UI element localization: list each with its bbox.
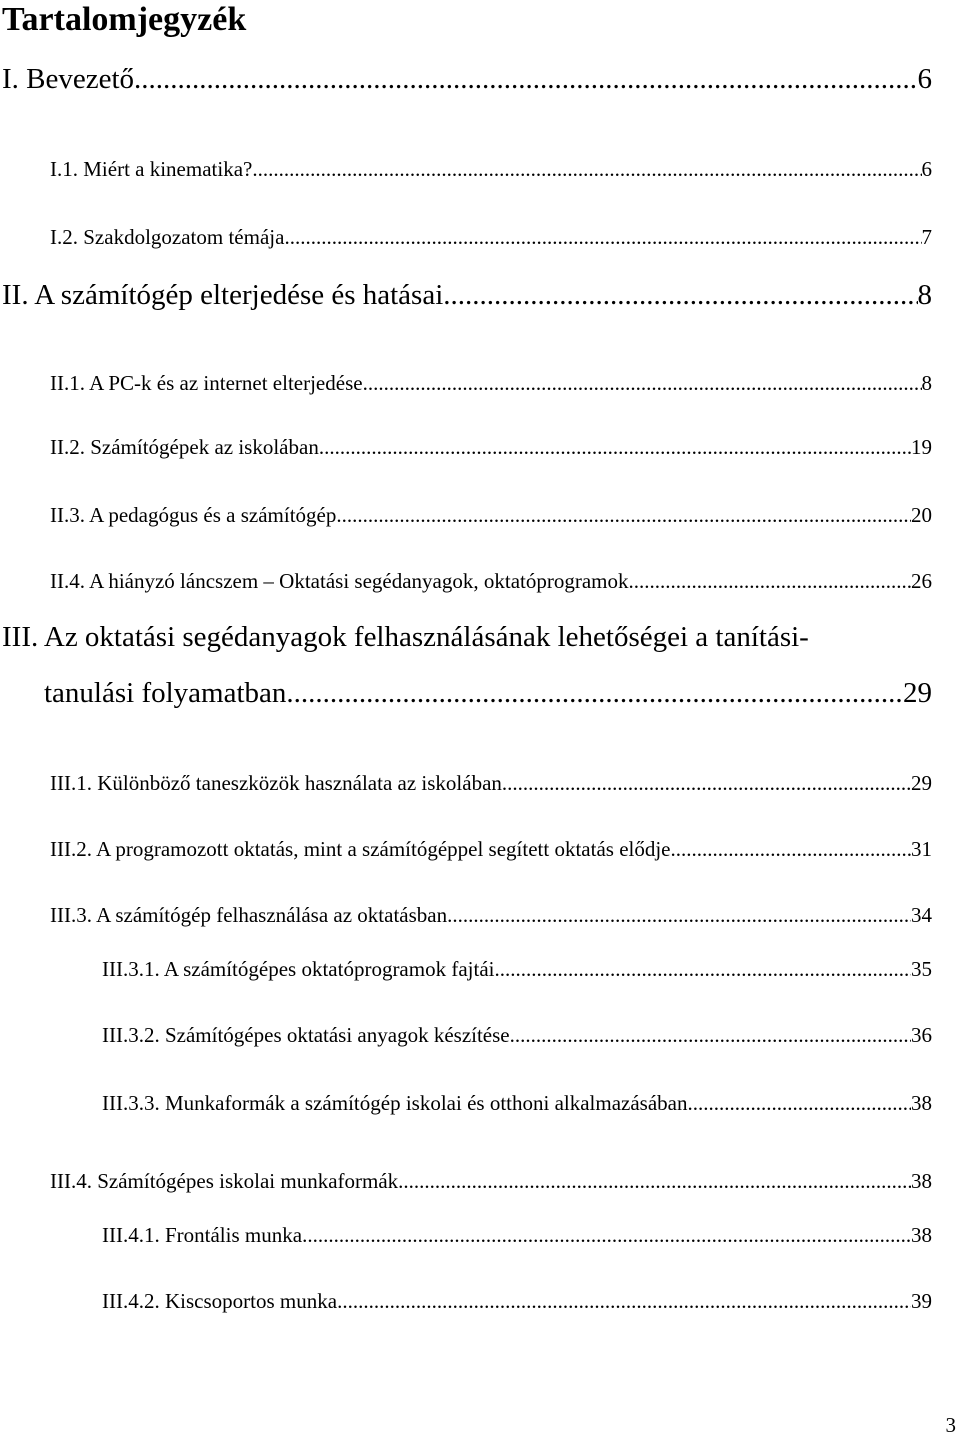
toc-entry-heading-line[interactable]: [2, 620, 809, 654]
toc-page-number: 35: [911, 957, 932, 981]
toc-entry[interactable]: [50, 502, 932, 528]
toc-page-number: 7: [921, 225, 932, 249]
dot-leader: [510, 1022, 911, 1048]
toc-page-number: 19: [911, 435, 932, 459]
toc-entry-label: III.3.1. A számítógépes oktatóprogramok fajtái: [102, 957, 495, 981]
dot-leader: [302, 1222, 911, 1248]
toc-entry-label: II.3. A pedagógus és a számítógép: [50, 503, 337, 527]
dot-leader: [337, 1288, 911, 1314]
toc-page-number: 8: [921, 371, 932, 395]
toc-entry[interactable]: [44, 676, 932, 710]
toc-page-number: 34: [911, 903, 932, 927]
toc-entry-label: III.3.3. Munkaformák a számítógép iskolai és otthoni alkalmazásában: [102, 1091, 688, 1115]
toc-entry[interactable]: [50, 902, 932, 928]
dot-leader: [286, 676, 903, 710]
toc-entry[interactable]: [102, 1288, 932, 1314]
toc-page-number: 31: [911, 837, 932, 861]
toc-page-number: 38: [911, 1169, 932, 1193]
toc-entry-label: I.1. Miért a kinematika?: [50, 157, 253, 181]
toc-entry[interactable]: [2, 278, 932, 312]
dot-leader: [688, 1090, 912, 1116]
toc-entry[interactable]: [50, 224, 932, 250]
toc-entry[interactable]: [50, 434, 932, 460]
dot-leader: [363, 370, 922, 396]
toc-page-number: 39: [911, 1289, 932, 1313]
toc-entry-label: I.2. Szakdolgozatom témája: [50, 225, 285, 249]
dot-leader: [447, 902, 911, 928]
toc-entry-label: II.2. Számítógépek az iskolában: [50, 435, 319, 459]
toc-entry-label: III.1. Különböző taneszközök használata az iskolában: [50, 771, 502, 795]
toc-entry-label: III.4.1. Frontális munka: [102, 1223, 303, 1247]
dot-leader: [502, 770, 911, 796]
dot-leader: [398, 1168, 911, 1194]
toc-page-number: 29: [911, 771, 932, 795]
dot-leader: [494, 956, 911, 982]
dot-leader: [252, 156, 921, 182]
toc-page-number: 20: [911, 503, 932, 527]
dot-leader: [319, 434, 911, 460]
toc-entry[interactable]: [50, 156, 932, 182]
toc-entry-label: II. A számítógép elterjedése és hatásai: [2, 279, 444, 311]
toc-entry-label: III.3. A számítógép felhasználása az oktatásban: [50, 903, 448, 927]
toc-entry-label: tanulási folyamatban: [44, 677, 287, 709]
dot-leader: [336, 502, 911, 528]
toc-entry[interactable]: [2, 62, 932, 96]
toc-page-number: 29: [903, 677, 932, 709]
toc-entry-label: III.2. A programozott oktatás, mint a számítógéppel segített oktatás elődje: [50, 837, 671, 861]
toc-page-number: 36: [911, 1023, 932, 1047]
toc-entry[interactable]: [102, 1222, 932, 1248]
toc-entry[interactable]: [50, 568, 932, 594]
toc-entry-label: I. Bevezető: [2, 63, 135, 95]
toc-page-number: 6: [917, 63, 932, 95]
toc-title: Tartalomjegyzék: [2, 1, 247, 38]
toc-entry[interactable]: [50, 370, 932, 396]
toc-entry-label: III. Az oktatási segédanyagok felhasználásának lehetőségei a tanítási-: [2, 621, 809, 653]
toc-entry[interactable]: [50, 1168, 932, 1194]
toc-entry-label: III.3.2. Számítógépes oktatási anyagok készítése: [102, 1023, 510, 1047]
dot-leader: [671, 836, 911, 862]
toc-entry-label: II.4. A hiányzó láncszem – Oktatási segédanyagok, oktatóprogramok: [50, 569, 629, 593]
toc-entry[interactable]: [50, 770, 932, 796]
dot-leader: [443, 278, 917, 312]
toc-entry[interactable]: [50, 836, 932, 862]
toc-page-number: 26: [911, 569, 932, 593]
dot-leader: [629, 568, 911, 594]
toc-entry-label: III.4.2. Kiscsoportos munka: [102, 1289, 338, 1313]
page-number: 3: [945, 1413, 956, 1437]
toc-page-number: 6: [921, 157, 932, 181]
toc-page-number: 38: [911, 1223, 932, 1247]
toc-entry[interactable]: [102, 1022, 932, 1048]
toc-entry-label: III.4. Számítógépes iskolai munkaformák: [50, 1169, 399, 1193]
toc-entry[interactable]: [102, 956, 932, 982]
toc-entry-label: II.1. A PC-k és az internet elterjedése: [50, 371, 363, 395]
dot-leader: [284, 224, 921, 250]
toc-entry[interactable]: [102, 1090, 932, 1116]
toc-page-number: 38: [911, 1091, 932, 1115]
dot-leader: [134, 62, 917, 96]
toc-page-number: 8: [917, 279, 932, 311]
